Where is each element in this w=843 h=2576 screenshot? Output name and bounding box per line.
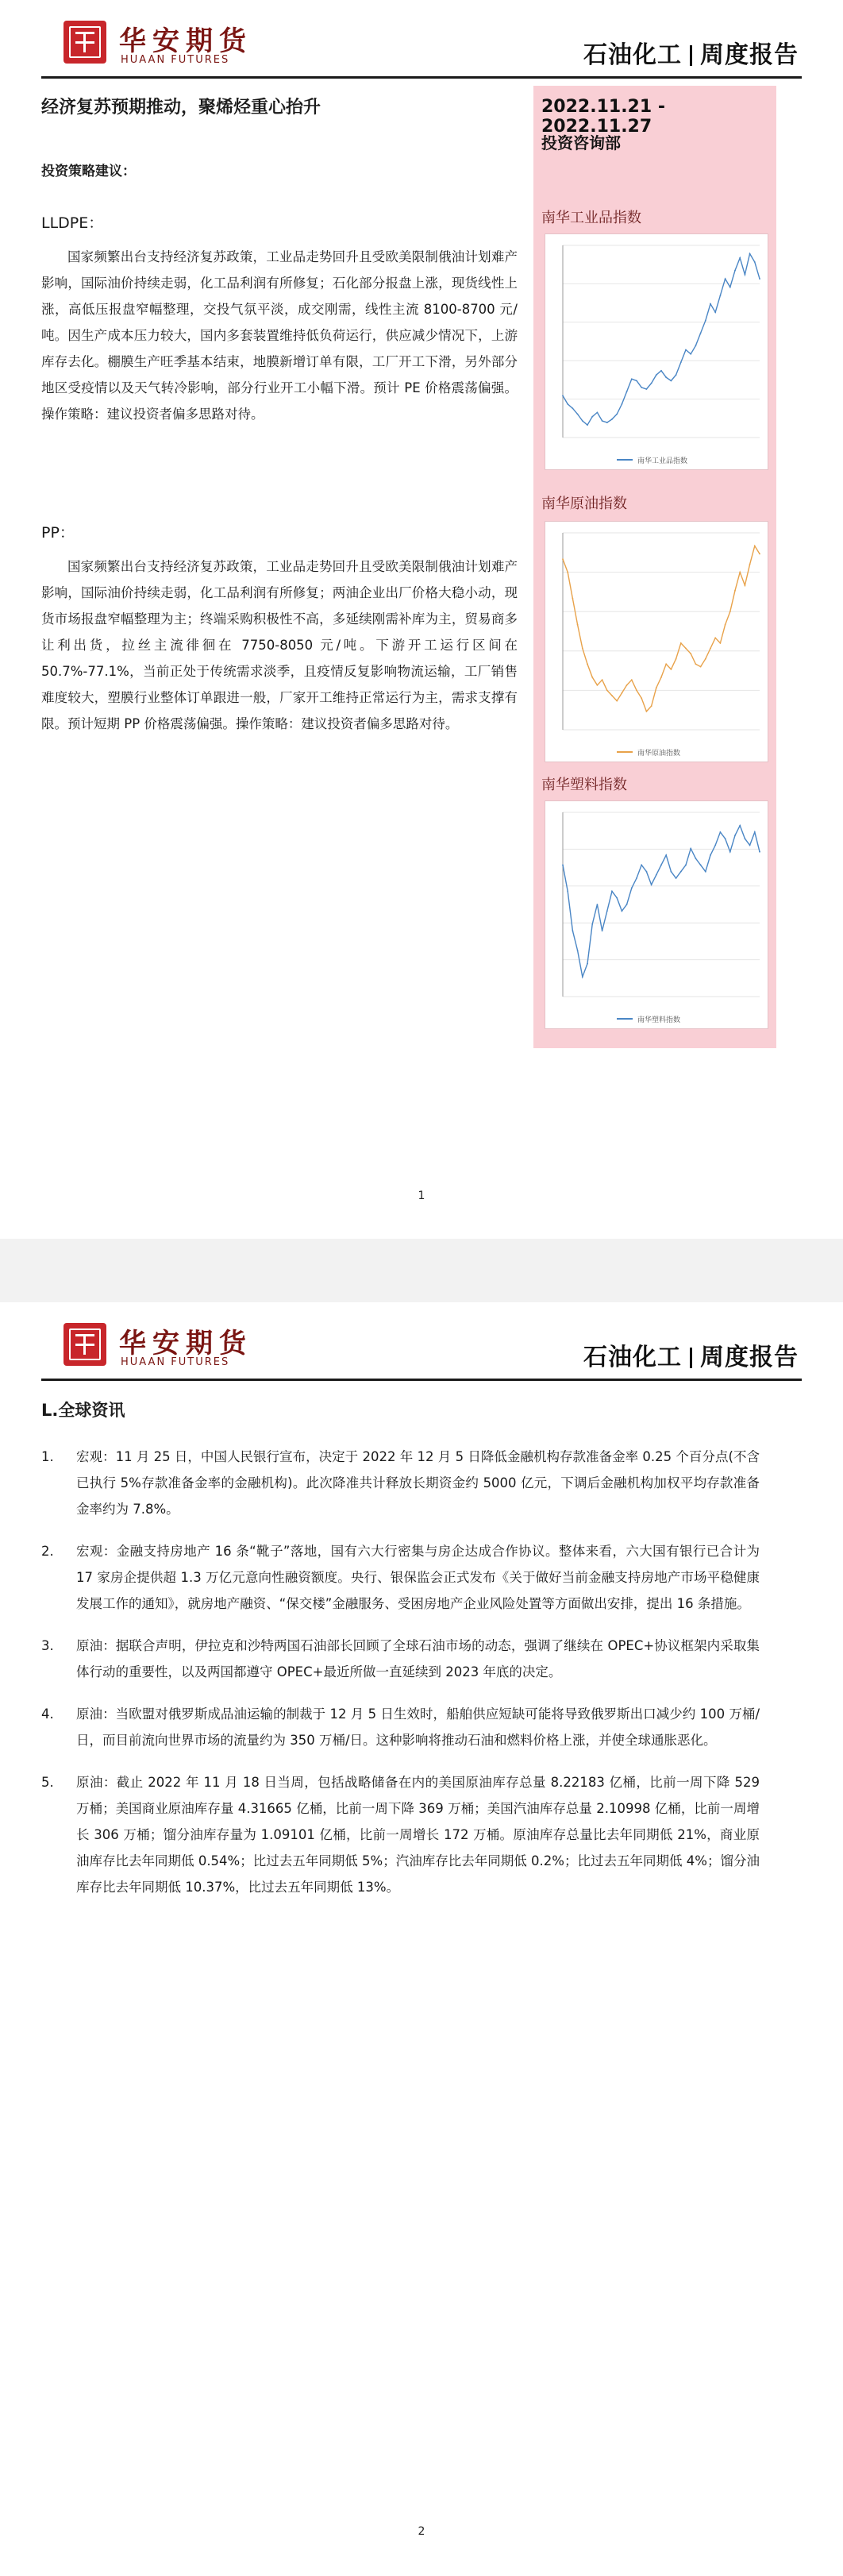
data-point [660,864,662,866]
data-point [562,395,564,397]
page-header-2 [41,1318,802,1381]
data-point [665,663,667,665]
data-point [680,642,682,644]
page-1 [0,0,843,1239]
data-point [641,864,642,866]
series-line [563,826,760,978]
data-point [606,422,608,423]
data-point [622,403,623,405]
news-number: 1. [41,1449,54,1464]
data-point [660,677,662,678]
logo-text-cn: 华安期货 [119,1328,252,1359]
pp-heading: PP： [41,524,75,542]
header-report-type: 周度报告 [700,41,799,69]
data-point [616,700,618,702]
data-point [705,658,706,660]
chart-plastic [545,800,768,1029]
legend-label: 南华原油指数 [637,750,681,758]
header-title-2 [583,1337,799,1372]
pp-paragraph: 国家频繁出台支持经济复苏政策，工业品走势回升且受欧美限制俄油计划难产影响，国际油价持续走弱，化工品利润有所修复；两油企业出厂价格大稳小动，现货市场报盘窄幅整理为主；终端采购积极性不高，多延续刚需补库为主，贸易商多让利出货，拉丝主流徘徊在 7750-8050 元/吨。下游开工运行区间在 50.7%-77.1%，当前正处于传统需求淡季，且疫情反复影响物流运输，工厂销售难度较大，塑膜行业整体订单跟进一般，厂家开工维持正常运行为主，需求支撑有限。预计短期 PP 价格震荡偏强。操作策略：建议投资者偏多思路对待。 [41,559,518,731]
data-point [656,687,657,688]
data-point [582,648,583,650]
data-point [622,910,623,912]
data-point [700,333,702,334]
data-point [729,851,731,853]
data-point [705,320,706,322]
news-item [41,1633,760,1685]
data-point [651,884,652,885]
data-point [749,845,751,846]
data-point [656,374,657,376]
data-point [626,904,628,905]
data-point [749,564,751,565]
data-point [739,572,741,573]
news-text: 原油：当欧盟对俄罗斯成品油运输的制裁于 12 月 5 日生效时，船舶供应短缺可能将导致俄罗斯出口减少约 100 万桶/日，而目前流向世界市场的流量约为 350 万桶/日。这种影响将推动石油和燃料价格上涨，并使全球通胀恶化。 [76,1706,760,1748]
data-point [591,924,593,925]
logo-text-cn: 华安期货 [119,25,252,57]
industrial-index-chart [545,234,768,469]
news-text: 原油：截止 2022 年 11 月 18 日当周，包括战略储备在内的美国原油库存总量 8.22183 亿桶，比前一周下降 529 万桶；美国商业原油库存量 4.31665 亿桶，比前一周下降 369 万桶；美国汽油库存总量 2.10998 亿桶，比前一周增长 306 万桶；馏分油库存量为 1.09101 亿桶，比前一周增长 172 万桶。原油库存总量比去年同期低 21%，商业原油库存比去年同期低 0.54%；比过去五年同期低 5%；汽油库存比去年同期低 0.2%；比过去五年同期低 4%；馏分油库存比去年同期低 10.37%，比过去五年同期低 13%。 [76,1775,760,1895]
data-point [700,864,702,866]
data-point [626,391,628,392]
data-point [597,904,599,905]
data-point [759,553,760,555]
lldpe-paragraph: 国家频繁出台支持经济复苏政策，工业品走势回升且受欧美限制俄油计划难产影响，国际油价持续走弱，化工品利润有所修复；石化部分报盘上涨，现货线性上涨，高低压报盘窄幅整理，交投气氛平淡，成交刚需，线性主流 8100-8700 元/吨。因生产成本压力较大，国内多套装置维持低负荷运行，供应减少情况下，上游库存去化。棚膜生产旺季基本结束，地膜新增订单有限，工厂开工下滑，另外部分地区受疫情以及天气转冷影响，部分行业开工小幅下滑。预计 PE 价格震荡偏强。操作策略：建议投资者偏多思路对待。 [41,249,518,422]
data-point [606,910,608,912]
data-point [641,697,642,699]
data-point [572,930,574,931]
data-point [631,887,633,889]
data-point [705,871,706,873]
data-point [745,584,746,586]
data-point [710,303,711,305]
data-point [597,412,599,414]
data-point [745,274,746,276]
data-point [636,380,637,382]
data-point [685,349,687,351]
report-title: 经济复苏预期推动，聚烯烃重心抬升 [41,98,321,118]
news-item [41,1701,760,1753]
department: 投资咨询部 [541,133,621,152]
data-point [710,854,711,856]
page-header [41,16,802,79]
data-point [725,838,726,839]
data-point [680,361,682,363]
page-number-2: 2 [418,2525,425,2538]
data-point [611,891,613,893]
data-point [739,257,741,259]
sidebar-panel [533,86,776,1048]
page-gap [0,1239,843,1302]
news-item [41,1538,760,1617]
data-point [611,418,613,420]
data-point [714,637,716,638]
data-point [616,414,618,415]
data-point [714,845,716,846]
strategy-column [41,87,518,737]
data-point [676,877,677,879]
data-point [690,653,691,654]
data-point [606,690,608,692]
data-point [587,663,588,665]
data-point [665,376,667,378]
news-number: 5. [41,1775,54,1790]
page-2 [0,1302,843,2576]
chart-label-crude: 南华原油指数 [541,496,627,512]
data-point [577,624,579,626]
data-point [720,642,722,644]
data-point [700,666,702,668]
news-item [41,1769,760,1900]
data-point [725,278,726,280]
data-point [631,378,633,380]
data-point [646,871,648,873]
data-point [577,950,579,951]
data-point [572,598,574,600]
plastic-index-chart [545,801,768,1028]
huaan-logo [64,21,302,70]
huaan-logo-2 [64,1323,302,1372]
data-point [725,624,726,626]
data-point [734,590,736,592]
data-point [734,270,736,272]
data-point [690,353,691,355]
data-point [720,831,722,833]
series-line [563,546,760,711]
data-point [685,864,687,866]
chart-industrial [545,233,768,470]
data-point [651,383,652,384]
header-category: 石油化工 [583,41,682,69]
data-point [651,705,652,707]
data-point [567,403,568,405]
chart-crude [545,521,768,762]
data-point [626,684,628,686]
data-point [745,838,746,839]
data-point [567,891,568,893]
data-point [714,311,716,313]
data-point [676,658,677,660]
logo-seal-icon [64,21,106,64]
data-point [636,690,637,692]
news-number: 3. [41,1638,54,1653]
data-point [676,374,677,376]
news-text: 原油：据联合声明，伊拉克和沙特两国石油部长回顾了全球石油市场的动态，强调了继续在 OPEC+协议框架内采取集体行动的重要性，以及两国都遵守 OPEC+最近所做一直延续到 2023 年底的决定。 [76,1638,760,1679]
data-point [695,663,697,665]
data-point [597,684,599,686]
data-point [616,897,618,899]
data-point [577,414,579,415]
data-point [572,407,574,409]
legend-label: 南华工业品指数 [637,457,688,465]
news-section [41,1398,760,1916]
header-title [583,35,799,70]
data-point [671,871,672,873]
data-point [602,679,603,681]
data-point [754,261,756,263]
news-number: 2. [41,1544,54,1559]
data-point [749,253,751,255]
logo-text-en: HUAAN FUTURES [121,1356,230,1368]
data-point [671,380,672,382]
header-separator [690,45,692,66]
logo-seal-icon [64,1323,106,1366]
data-point [759,278,760,280]
data-point [739,825,741,827]
data-point [754,831,756,833]
news-item [41,1444,760,1522]
data-point [631,679,633,681]
data-point [660,370,662,372]
data-point [636,877,637,879]
section-title: L.全球资讯 [41,1401,125,1420]
header-category: 石油化工 [583,1344,682,1371]
news-text: 宏观：金融支持房地产 16 条“靴子”落地，国有六大行密集与房企达成合作协议。整体来看，六大国有银行已合计为 17 家房企提供超 1.3 万亿元意向性融资额度。央行、银保监会正式发布《关于做好当前金融支持房地产市场平稳健康发展工作的通知》，就房地产融资、“保交楼”金融服务、受困房地产企业风险处置等方面做出安排，提出 16 条措施。 [76,1544,760,1611]
data-point [582,976,583,978]
data-point [582,420,583,422]
data-point [729,287,731,288]
data-point [641,387,642,388]
data-point [695,858,697,859]
data-point [611,695,613,696]
data-point [720,295,722,296]
chart-label-plastic: 南华塑料指数 [541,777,627,793]
data-point [587,963,588,965]
data-point [646,388,648,390]
crude-index-chart [545,522,768,762]
data-point [646,711,648,712]
data-point [622,692,623,694]
data-point [710,648,711,650]
data-point [734,835,736,836]
data-point [671,669,672,670]
news-text: 宏观：11 月 25 日，中国人民银行宣布，决定于 2022 年 12 月 5 日降低金融机构存款准备金率 0.25 个百分点(不含已执行 5%存款准备金率的金融机构)。此次降准共计释放长期资金约 5000 亿元，下调后金融机构加权平均存款准备金率约为 7.8%。 [76,1449,760,1517]
legend-label: 南华塑料指数 [637,1016,681,1024]
data-point [591,677,593,678]
data-point [562,558,564,560]
news-list [41,1444,760,1900]
data-point [729,611,731,612]
header-report-type: 周度报告 [700,1344,799,1371]
data-point [665,854,667,856]
data-point [591,416,593,418]
data-point [680,871,682,873]
data-point [656,874,657,876]
page-number-1: 1 [418,1190,425,1202]
data-point [602,930,603,931]
data-point [690,848,691,850]
header-separator [690,1348,692,1368]
data-point [587,424,588,426]
lldpe-heading: LLDPE： [41,214,104,232]
date-range: 2022.11.21 - 2022.11.27 [541,97,665,137]
data-point [562,864,564,866]
data-point [602,420,603,422]
chart-label-industrial: 南华工业品指数 [541,210,641,226]
data-point [759,851,760,853]
data-point [685,648,687,650]
advice-heading: 投资策略建议： [41,164,136,179]
data-point [567,572,568,573]
data-point [695,345,697,346]
data-point [754,546,756,547]
news-number: 4. [41,1706,54,1722]
logo-text-en: HUAAN FUTURES [121,54,230,66]
